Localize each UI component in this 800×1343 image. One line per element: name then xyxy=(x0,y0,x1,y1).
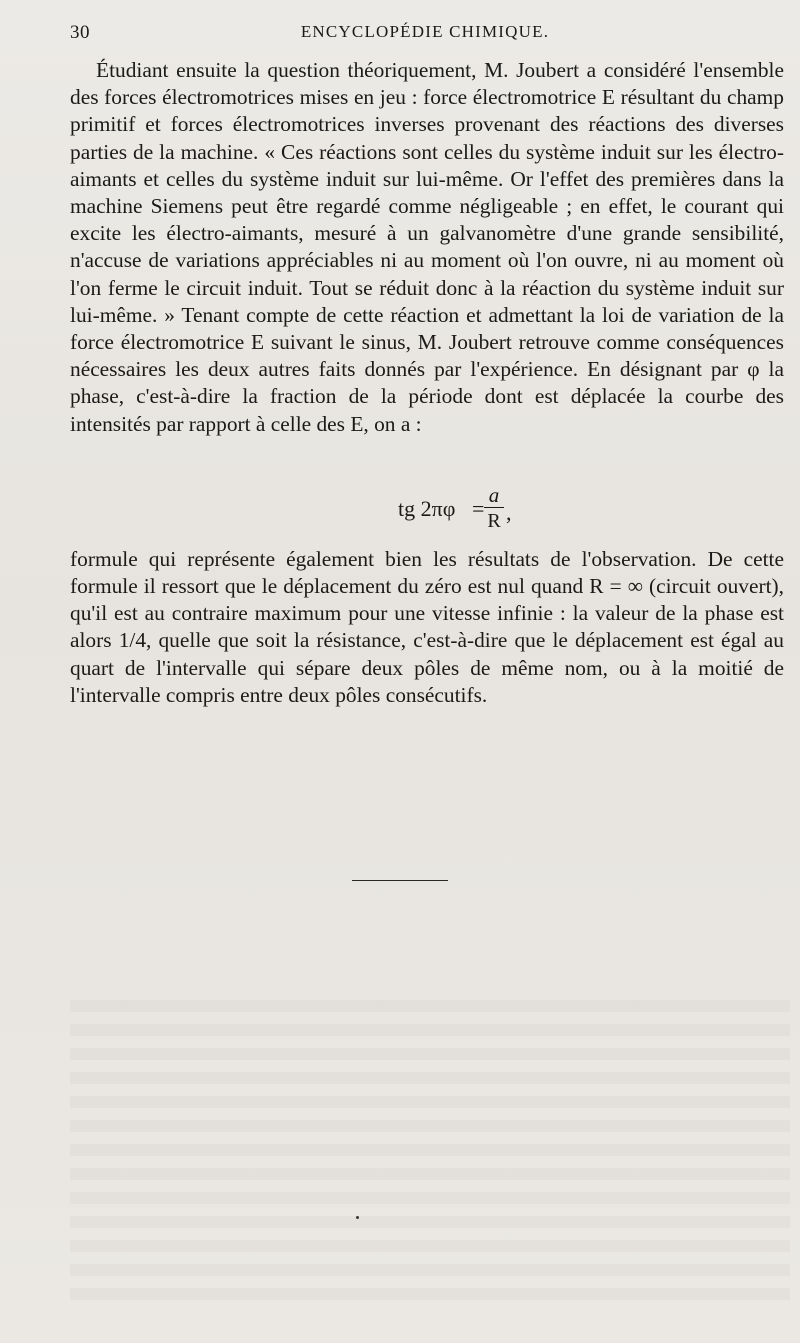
formula-comma: , xyxy=(506,500,512,525)
formula-numerator: a xyxy=(488,483,500,507)
body-text xyxy=(70,57,784,709)
fraction-bar xyxy=(484,507,504,508)
formula-fraction xyxy=(484,484,504,532)
ink-speck xyxy=(356,1216,359,1219)
page-number: 30 xyxy=(70,22,90,43)
section-divider xyxy=(352,880,448,881)
page-header xyxy=(70,18,780,48)
formula-lhs: tg 2πφ xyxy=(398,496,456,521)
formula-equals: = xyxy=(472,496,485,521)
phase-formula xyxy=(0,484,800,538)
bleed-through-texture xyxy=(70,1000,790,1300)
formula-denominator: R xyxy=(487,510,501,532)
paragraph: Étudiant ensuite la question théoriquement, M. Joubert a considéré l'ensemble des forces électromotrices mises en jeu : force électromotrice E résultant du champ primitif et forces électromotrices inverses provenant des réactions des diverses parties de la machine. « Ces réactions sont celles du système induit sur les électro-aimants et celles du système induit sur lui-même. Or l'effet des premières dans la machine Siemens peut être regardé comme négligeable ; en effet, le courant qui excite les électro-aimants, mesuré à un galvanomètre d'une grande sensibilité, n'accuse de variations appréciables ni au moment où l'on ouvre, ni au moment où l'on ferme le circuit induit. Tout se réduit donc à la réaction du système induit sur lui-même. » Tenant compte de cette réaction et admettant la loi de variation de la force électromotrice E suivant le sinus, M. Joubert retrouve comme conséquences nécessaires les deux autres faits donnés par l'expérience. En désignant par φ la phase, c'est-à-dire la fraction de la période dont est déplacée la courbe des intensités par rapport à celle des E, on a : xyxy=(70,58,784,436)
running-title: ENCYCLOPÉDIE CHIMIQUE. xyxy=(300,22,550,41)
paragraph: formule qui représente également bien les résultats de l'observation. De cette formule il ressort que le déplacement du zéro est nul quand R = ∞ (circuit ouvert), qu'il est au contraire maximum pour une vitesse infinie : la valeur de la phase est alors 1/4, quelle que soit la résistance, c'est-à-dire que le déplacement est égal au quart de l'intervalle qui sépare deux pôles de même nom, ou à la moitié de l'intervalle compris entre deux pôles consécutifs. xyxy=(70,546,784,707)
